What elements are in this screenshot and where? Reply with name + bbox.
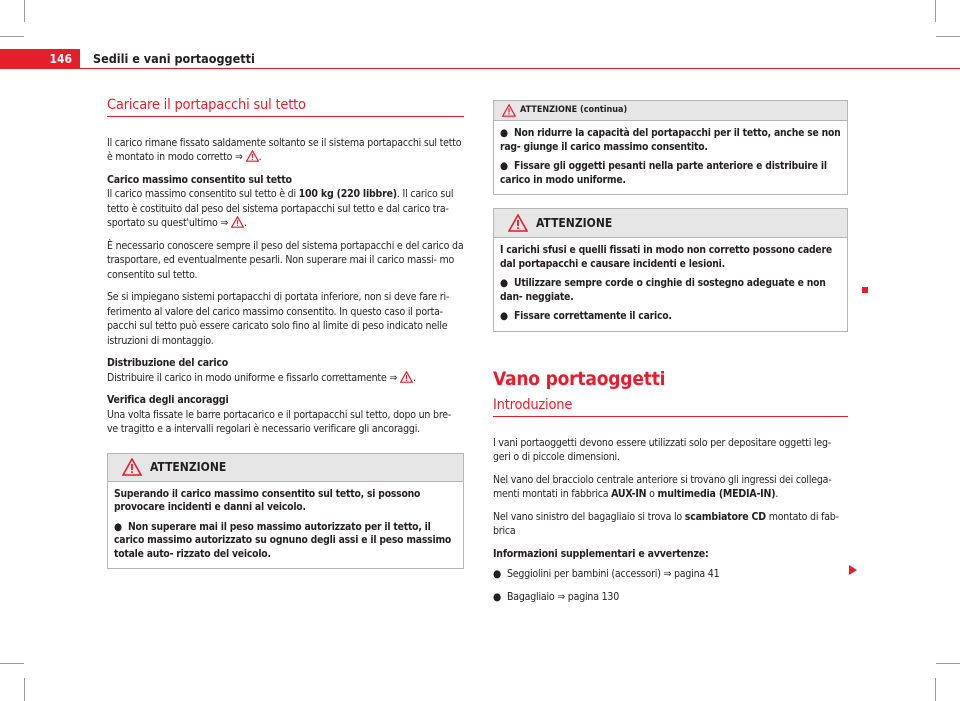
warning-bullet: ● Fissare gli oggetti pesanti nella parte anteriore e distribuire il carico in modo uniforme.	[500, 160, 827, 186]
warning-icon	[502, 104, 516, 117]
warning-bullet: ● Non ridurre la capacità del portapacchi per il tetto, anche se non rag- giunge il carico massimo consentito.	[500, 127, 841, 153]
paragraph: Distribuire il carico in modo uniforme e fissarlo correttamente ⇒ .	[107, 371, 416, 384]
continue-arrow-icon	[848, 565, 858, 575]
running-header: Sedili e vani portaoggetti	[93, 51, 255, 66]
crop-mark	[935, 0, 936, 22]
warning-icon	[122, 458, 142, 476]
list-item[interactable]: ● Bagagliaio ⇒ pagina 130	[493, 590, 620, 603]
warning-title: ATTENZIONE	[150, 459, 227, 474]
page-number: 146	[0, 49, 80, 69]
header-rule	[80, 68, 960, 69]
left-column	[107, 98, 464, 569]
warning-title: ATTENZIONE	[536, 215, 613, 230]
warning-box	[107, 453, 464, 570]
section-heading: Introduzione	[493, 397, 573, 413]
crop-mark	[0, 36, 24, 37]
list-item[interactable]: ● Seggiolini per bambini (accessori) ⇒ pagina 41	[493, 568, 720, 580]
warning-box	[493, 208, 848, 332]
warning-text: Superando il carico massimo consentito sul tetto, si possono provocare incidenti e danni al veicolo.	[114, 487, 421, 513]
warning-text: I carichi sfusi e quelli fissati in modo non corretto possono cadere dal portapacchi e causare incidenti e lesioni.	[500, 244, 832, 270]
crop-mark	[936, 36, 960, 37]
subheading: Distribuzione del carico	[107, 357, 229, 369]
warning-icon	[400, 371, 413, 383]
paragraph: Il carico massimo consentito sul tetto è di 100 kg (220 libbre). Il carico sul tetto è costituito dal peso del sistema portapacchi sul tetto e dal carico tra- sportato su quest'ultimo ⇒ .	[107, 188, 454, 229]
heading-rule	[107, 116, 464, 117]
warning-box-continued	[493, 100, 848, 195]
paragraph: Se si impiegano sistemi portapacchi di portata inferiore, non si deve fare ri- ferimento al valore del carico massimo consentito. In questo caso il porta- pacchi sul tetto può essere caricato solo fino al limite di peso indicato nelle istruzioni di montaggio.	[107, 291, 450, 347]
paragraph: Nel vano del bracciolo centrale anteriore si trovano gli ingressi dei collega- menti montati in fabbrica AUX-IN o multimedia (MEDIA-IN).	[493, 473, 832, 500]
paragraph: È necessario conoscere sempre il peso del sistema portapacchi e del carico da trasportare, ed eventualmente pesarli. Non superare mai il carico massi- mo consentito sul tetto.	[107, 239, 464, 281]
crop-mark	[0, 663, 24, 664]
heading-rule	[493, 416, 848, 417]
warning-bullet: ● Utilizzare sempre corde o cinghie di sostegno adeguate e non dan- neggiate.	[500, 277, 826, 303]
subheading: Verifica degli ancoraggi	[107, 394, 229, 406]
warning-box-header	[108, 454, 463, 482]
paragraph: Il carico rimane fissato saldamente soltanto se il sistema portapacchi sul tetto è montato in modo corretto ⇒ .	[107, 136, 462, 163]
warning-body	[494, 121, 847, 194]
crop-mark	[936, 663, 960, 664]
warning-box-header	[494, 101, 847, 121]
crop-mark	[24, 678, 25, 701]
chapter-heading: Vano portaoggetti	[493, 367, 666, 390]
warning-body	[494, 238, 847, 331]
right-column	[493, 100, 848, 612]
warning-box-header	[494, 209, 847, 238]
warning-icon	[231, 216, 244, 228]
warning-body	[108, 482, 463, 569]
paragraph: I vani portaoggetti devono essere utilizzati solo per depositare oggetti leg- geri o di piccole dimensioni.	[493, 436, 831, 463]
warning-bullet: ● Fissare correttamente il carico.	[500, 310, 672, 322]
crop-mark	[24, 0, 25, 22]
warning-title: ATTENZIONE (continua)	[520, 105, 628, 116]
end-of-section-mark	[862, 287, 868, 293]
subheading: Informazioni supplementari e avvertenze:	[493, 547, 709, 560]
subheading: Carico massimo consentito sul tetto	[107, 173, 292, 186]
paragraph: Nel vano sinistro del bagagliaio si trova lo scambiatore CD montato di fab- brica	[493, 510, 839, 537]
crop-mark	[935, 678, 936, 701]
warning-icon	[246, 150, 259, 162]
section-heading: Caricare il portapacchi sul tetto	[107, 97, 306, 113]
paragraph: Una volta fissate le barre portacarico e il portapacchi sul tetto, dopo un bre- ve tragitto e a intervalli regolari è necessario verificare gli ancoraggi.	[107, 408, 452, 435]
warning-bullet: ● Non superare mai il peso massimo autorizzato per il tetto, il carico massimo autorizzato su ognuno degli assi e il peso massimo totale auto- rizzato del veicolo.	[114, 520, 452, 560]
warning-icon	[508, 214, 528, 232]
